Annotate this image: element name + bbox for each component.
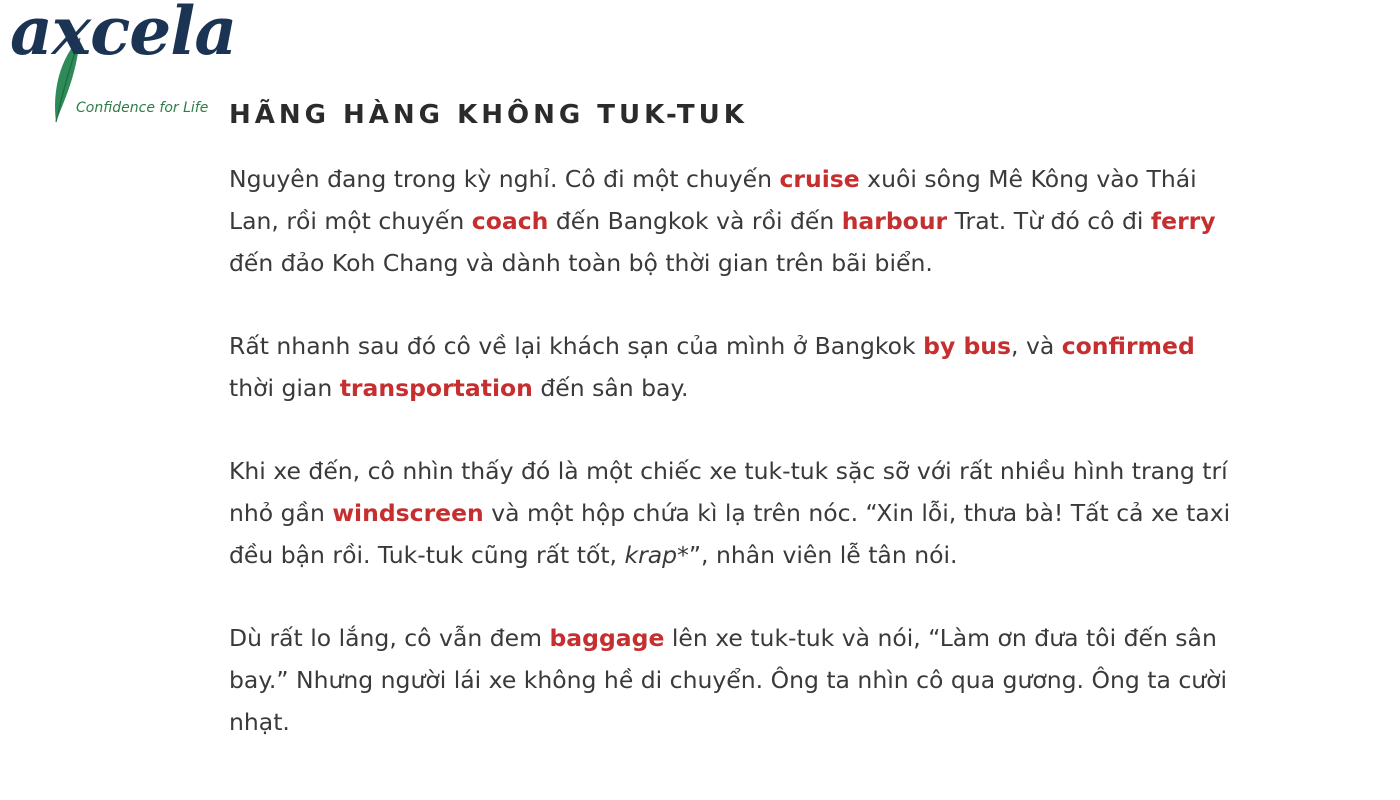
story-paragraph: [229, 450, 1239, 576]
page-title: HÃNG HÀNG KHÔNG TUK-TUK: [229, 100, 748, 130]
paragraph-text: Khi xe đến, cô nhìn thấy đó là một chiếc xe tuk-tuk sặc sỡ với rất nhiều hình trang trí nhỏ gần: [229, 457, 1228, 527]
paragraph-text: đến đảo Koh Chang và dành toàn bộ thời gian trên bãi biển.: [229, 249, 933, 277]
vocab-keyword: cruise: [779, 165, 860, 193]
paragraph-text: Dù rất lo lắng, cô vẫn đem: [229, 624, 550, 652]
axcela-logo: [4, 0, 244, 128]
vocab-keyword: windscreen: [332, 499, 484, 527]
paragraph-text: đến sân bay.: [532, 374, 689, 402]
logo-wordmark: axcela: [10, 0, 237, 70]
story-paragraph: [229, 617, 1239, 743]
paragraph-text: đến Bangkok và rồi đến: [548, 207, 842, 235]
story-body: [229, 158, 1239, 784]
vocab-keyword: transportation: [339, 374, 533, 402]
vocab-keyword: harbour: [841, 207, 948, 235]
vocab-keyword: confirmed: [1061, 332, 1195, 360]
paragraph-text: Trat. Từ đó cô đi: [947, 207, 1151, 235]
paragraph-text: lên xe tuk-tuk và nói, “Làm ơn đưa tôi đến sân bay.” Nhưng người lái xe không hề di chuyển. Ông ta nhìn cô qua gương. Ông ta cười nhạt.: [229, 624, 1228, 736]
paragraph-text: và một hộp chứa kì lạ trên nóc. “Xin lỗi, thưa bà! Tất cả xe taxi đều bận rồi. Tuk-tuk cũng rất tốt,: [229, 499, 1231, 569]
vocab-keyword: by bus: [923, 332, 1012, 360]
paragraph-text: thời gian: [229, 374, 340, 402]
vocab-keyword: baggage: [549, 624, 665, 652]
vocab-keyword: coach: [471, 207, 549, 235]
logo-tagline: Confidence for Life: [76, 100, 209, 116]
story-paragraph: [229, 158, 1239, 284]
paragraph-text: Rất nhanh sau đó cô về lại khách sạn của mình ở Bangkok: [229, 332, 924, 360]
paragraph-text: Nguyên đang trong kỳ nghỉ. Cô đi một chuyến: [229, 165, 780, 193]
paragraph-text: *”, nhân viên lễ tân nói.: [677, 541, 958, 569]
vocab-keyword: ferry: [1150, 207, 1216, 235]
paragraph-text: , và: [1011, 332, 1062, 360]
italic-word: krap: [624, 541, 678, 569]
paragraph-text: xuôi sông Mê Kông vào Thái Lan, rồi một chuyến: [229, 165, 1197, 235]
story-paragraph: [229, 325, 1239, 409]
